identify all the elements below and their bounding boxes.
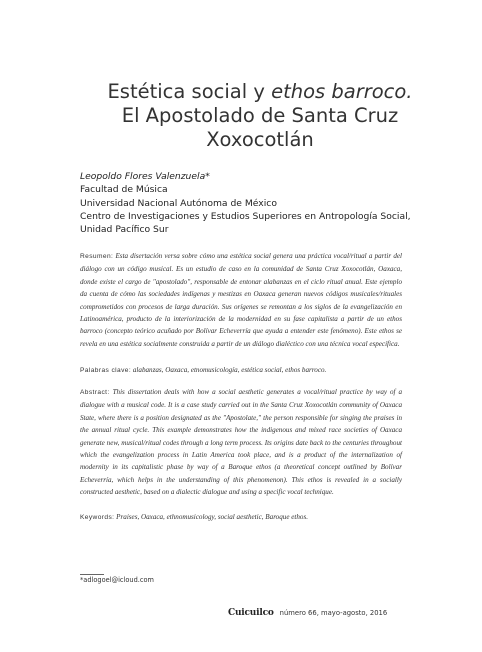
- palabras-clave-paragraph: [80, 364, 402, 377]
- resumen-text: Esta disertación versa sobre cómo una estética social genera una práctica vocal/ritual a partir del diálogo con un código musical. Es un estudio de caso en la comunidad de Santa Cruz Xoxocotlán, Oaxaca, donde existe el cargo de "apostolado", responsable de entonar alabanzas en el ciclo ritual anual. Este ejemplo da cuenta de cómo las sociedades indígenas y mestizas en Oaxaca generan nuevos códigos musicales/rituales comprometidos con procesos de larga duración. Sus orígenes se remontan a los siglos de la evangelización en Latinoamérica, producto de la interiorización de la modernidad en su fase capitalista a partir de un ethos barroco (concepto teórico acuñado por Bolívar Echeverría que ayuda a entender este fenómeno). Este ethos se revela en una estética socialmente construida a partir de un diálogo dialéctico con una técnica vocal específica.: [80, 252, 402, 348]
- abstract-text: This dissertation deals with how a social aesthetic generates a vocal/ritual practice by way of a dialogue with a musical code. It is a case study carried out in the Santa Cruz Xoxocotlán community of Oaxaca State, where there is a position designated as the "Apostolate," the person responsible for singing the praises in the annual ritual cycle. This example demonstrates how the indigenous and mixed race societies of Oaxaca generate new, musical/ritual codes through a long term process. Its origins date back to the centuries throughout which the evangelization process in Latin America took place, and is a product of the internalization of modernity in its capitalistic phase by way of a Baroque ethos (a theoretical concept outlined by Bolívar Echeverría, which helps in the understanding of this phenomenon). This ethos is revealed in a socially constructed aesthetic, based on a dialectic dialogue and using a specific vocal technique.: [80, 388, 403, 497]
- abstract-paragraph: [80, 386, 402, 499]
- affiliation-faculty: Facultad de Música: [80, 184, 168, 196]
- page-footer: [228, 606, 408, 620]
- resumen-paragraph: [80, 250, 402, 350]
- footnote-rule: [80, 574, 104, 575]
- title-line2: El Apostolado de Santa Cruz: [121, 104, 399, 127]
- keywords-text: Praises, Oaxaca, ethnomusicology, social aesthetic, Baroque ethos.: [116, 513, 308, 521]
- author-name: Leopoldo Flores Valenzuela*: [80, 171, 210, 182]
- title-line3: Xoxocotlán: [206, 128, 314, 151]
- palabras-clave-text: alabanzas, Oaxaca, etnomusicología, estética social, ethos barroco.: [132, 366, 327, 374]
- issue-info: número 66, mayo-agosto, 2016: [279, 609, 388, 617]
- title-line1-italic: ethos barroco.: [271, 80, 413, 103]
- keywords-label: Keywords:: [80, 514, 115, 521]
- keywords-paragraph: [80, 511, 402, 524]
- title-line1-prefix: Estética social y: [107, 80, 272, 103]
- resumen-label: Resumen:: [80, 253, 114, 260]
- author-block: [80, 170, 440, 236]
- affiliation-center: Centro de Investigaciones y Estudios Superiores en Antropología Social,: [80, 210, 411, 222]
- footnote-email: *adlogoel@icloud.com: [80, 576, 154, 584]
- palabras-clave-label: Palabras clave:: [80, 367, 132, 374]
- article-title: [100, 80, 420, 152]
- journal-logo: Cuicuilco: [228, 608, 274, 618]
- affiliation-unit: Unidad Pacífico Sur: [80, 224, 169, 236]
- abstract-label: Abstract:: [80, 389, 110, 396]
- affiliation-university: Universidad Nacional Autónoma de México: [80, 197, 277, 209]
